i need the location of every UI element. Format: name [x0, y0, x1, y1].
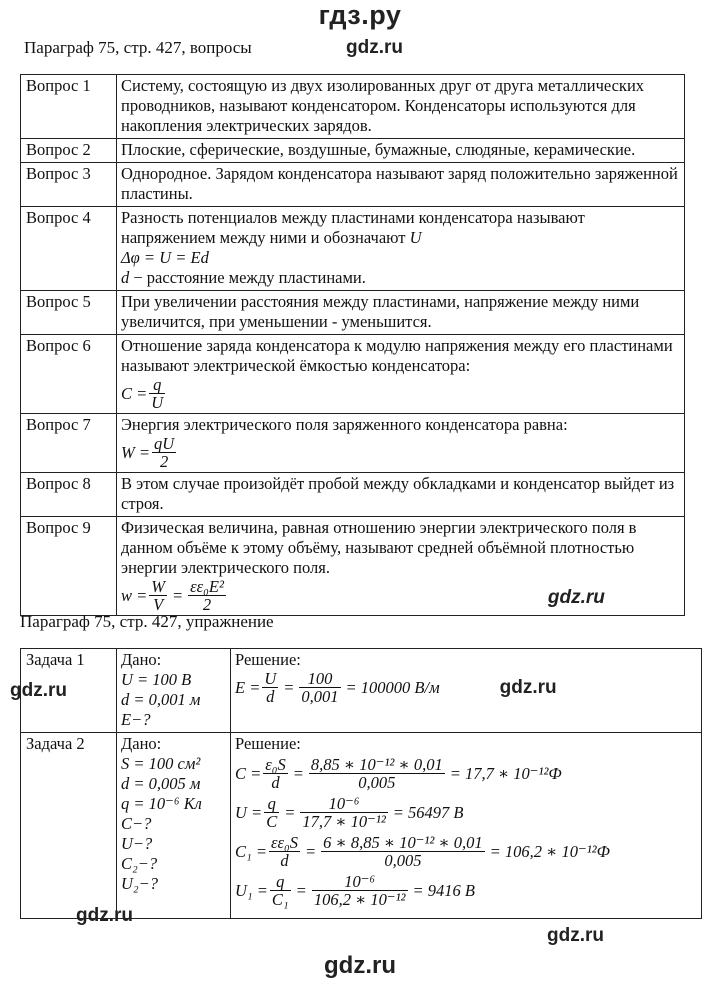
denominator: d: [266, 687, 275, 706]
row-label: Вопрос 8: [21, 473, 117, 517]
formula-capacitance: [121, 376, 680, 411]
row-text: В этом случае произойдёт пробой между обкладками и конденсатор выйдет из строя.: [117, 473, 685, 517]
table-row: [21, 414, 685, 473]
table-row: [21, 139, 685, 163]
row-text: Энергия электрического поля заряженного конденсатора равна:: [121, 415, 568, 434]
table-row: [21, 517, 685, 616]
denominator: C: [266, 812, 278, 831]
row-label: Вопрос 5: [21, 291, 117, 335]
formula-result: = 100000 В/м: [345, 677, 440, 697]
solution-line: E = $\frac{U}{d}$ = $\frac{100}{0,001}$ = 100000 В/м gdz.ru: [235, 669, 557, 706]
fraction: [152, 435, 176, 470]
formula: Δφ = U = Ed: [121, 248, 209, 267]
solution-line: C₁ = $\frac{\text{εε₀S}}{d}$ = $\frac{\text{6 ∗ 8,85 ∗ 10⁻¹² ∗ 0,01}}{0,005}$ = 106,2 ∗ 10⁻¹²Ф: [235, 833, 610, 870]
formula-lhs: C =: [235, 763, 262, 783]
solution-line: U₁ = $\frac{q}{\text{C₁}}$ = $\frac{\text{10⁻⁶}}{\text{106,2 ∗ 10⁻¹²}}$ = 9416 В: [235, 872, 475, 909]
numerator: εε₀E²: [190, 577, 224, 596]
formula-lhs: C₁ =: [235, 841, 268, 861]
section1-heading: Параграф 75, стр. 427, вопросы: [24, 38, 252, 57]
table-row: [21, 207, 685, 291]
given-cell: [117, 649, 231, 733]
numerator: ε₀S: [265, 755, 286, 774]
numerator: W: [151, 577, 166, 596]
row-text: Систему, состоящую из двух изолированных друг от друга металлических проводников, называют конденсатором. Конденсаторы используются для накопления электрических зарядов.: [117, 75, 685, 139]
fraction: [262, 670, 278, 705]
watermark-top: гдз.ру: [318, 0, 402, 30]
given-item: E−?: [121, 710, 151, 729]
formula-lhs: E =: [235, 677, 261, 697]
numerator: εε₀S: [271, 833, 299, 852]
watermark-inline-4: gdz.ru: [499, 676, 557, 698]
solution-title: Решение:: [235, 650, 301, 669]
table-row: [21, 75, 685, 139]
formula-result: = 9416 В: [412, 880, 475, 900]
denominator: U: [151, 393, 164, 412]
given-item: S = 100 см²: [121, 754, 201, 773]
given-item: U−?: [121, 834, 153, 853]
row-cell: [117, 335, 685, 414]
row-text: Отношение заряда конденсатора к модулю напряжения между его пластинами называют электрической ёмкостью конденсатора:: [121, 336, 673, 375]
given-title: Дано:: [121, 650, 162, 669]
section2-heading: Параграф 75, стр. 427, упражнение: [20, 612, 274, 631]
equals-sign: =: [172, 585, 184, 605]
given-item: C−?: [121, 814, 152, 833]
denominator: C₁: [271, 890, 289, 909]
solution-line: U = $\frac{q}{C}$ = $\frac{\text{10⁻⁶}}{\text{17,7 ∗ 10⁻¹²}}$ = 56497 В: [235, 794, 464, 831]
table-row: [21, 163, 685, 207]
numerator: 6 ∗ 8,85 ∗ 10⁻¹² ∗ 0,01: [323, 833, 483, 852]
numerator: q: [270, 873, 291, 891]
watermark-inline-5: gdz.ru: [76, 905, 133, 926]
denominator: 2: [202, 595, 212, 614]
row-label: Вопрос 7: [21, 414, 117, 473]
table-row: [21, 733, 702, 919]
row-label: Задача 2: [21, 733, 117, 919]
given-title: Дано:: [121, 734, 162, 753]
questions-table: [20, 74, 685, 616]
numerator: qU: [154, 434, 175, 453]
row-cell: [117, 414, 685, 473]
solution-line: C = $\frac{\text{ε₀S}}{d}$ = $\frac{\text{8,85 ∗ 10⁻¹² ∗ 0,01}}{0,005}$ = 17,7 ∗ 10⁻¹²Ф: [235, 755, 562, 792]
given-item: C₂−?: [121, 854, 158, 873]
solution-cell: [231, 649, 702, 733]
numerator: 10⁻⁶: [300, 795, 387, 813]
watermark-inline-6: gdz.ru: [547, 925, 604, 946]
watermark-inline-1: gdz.ru: [346, 37, 403, 58]
symbol-U: U: [409, 228, 422, 247]
row-text: При увеличении расстояния между пластинами, напряжение между ними увеличится, при уменьшении - уменьшится.: [117, 291, 685, 335]
row-text: Разность потенциалов между пластинами конденсатора называют напряжением между ними и обозначают: [121, 208, 585, 247]
row-label: Вопрос 2: [21, 139, 117, 163]
row-label: Вопрос 4: [21, 207, 117, 291]
d-note: − расстояние между пластинами.: [133, 268, 366, 287]
fraction: [149, 578, 167, 613]
denominator: V: [153, 595, 164, 614]
given-item: U₂−?: [121, 874, 159, 893]
formula-lhs: C =: [121, 383, 148, 403]
numerator: 10⁻⁶: [312, 873, 408, 891]
denominator: d: [271, 773, 280, 792]
fraction: [299, 670, 340, 705]
given-item: q = 10⁻⁶ Кл: [121, 794, 202, 813]
given-cell: [117, 733, 231, 919]
formula-lhs: w =: [121, 585, 148, 605]
formula-lhs: W =: [121, 442, 151, 462]
row-label: Задача 1: [21, 649, 117, 733]
solution-title: Решение:: [235, 734, 301, 753]
given-item: d = 0,001 м: [121, 690, 201, 709]
denominator: d: [280, 851, 289, 870]
row-label: Вопрос 6: [21, 335, 117, 414]
table-row: [21, 291, 685, 335]
denominator: 2: [159, 452, 169, 471]
fraction: [149, 376, 165, 411]
numerator: q: [264, 795, 279, 813]
formula-result: = 56497 В: [392, 802, 464, 822]
formula-result: = 17,7 ∗ 10⁻¹²Ф: [449, 763, 562, 783]
row-label: Вопрос 3: [21, 163, 117, 207]
denominator: 106,2 ∗ 10⁻¹²: [313, 890, 406, 909]
row-label: Вопрос 1: [21, 75, 117, 139]
formula-lhs: U₁ =: [235, 880, 268, 900]
denominator: 0,001: [301, 687, 339, 706]
table-row: [21, 335, 685, 414]
table-row: [21, 473, 685, 517]
var-d: d: [121, 268, 130, 287]
tasks-table: [20, 648, 702, 919]
numerator: 8,85 ∗ 10⁻¹² ∗ 0,01: [310, 755, 443, 774]
numerator: 100: [299, 670, 340, 688]
denominator: 0,005: [358, 773, 396, 792]
formula-energy: [121, 435, 680, 470]
row-text: Однородное. Зарядом конденсатора называют заряд положительно заряженной пластины.: [117, 163, 685, 207]
formula-lhs: U =: [235, 802, 263, 822]
formula-density: [121, 578, 680, 613]
denominator: 0,005: [384, 851, 422, 870]
watermark-bottom: gdz.ru: [324, 952, 396, 979]
row-cell: [117, 517, 685, 616]
row-label: Вопрос 9: [21, 517, 117, 616]
solution-cell: [231, 733, 702, 919]
given-item: U = 100 В: [121, 670, 192, 689]
numerator: q: [149, 376, 165, 394]
given-item: d = 0,005 м: [121, 774, 201, 793]
row-text: Физическая величина, равная отношению энергии электрического поля в данном объёме к этому объёму, называют средней объёмной плотностью энергии электрического поля.: [121, 518, 637, 577]
formula-result: = 106,2 ∗ 10⁻¹²Ф: [489, 841, 610, 861]
numerator: U: [264, 669, 277, 688]
denominator: 17,7 ∗ 10⁻¹²: [302, 812, 386, 831]
watermark-inline-2: gdz.ru: [547, 586, 605, 608]
watermark-inline-3: gdz.ru: [10, 680, 67, 701]
row-cell: [117, 207, 685, 291]
fraction: [188, 578, 226, 613]
row-text: Плоские, сферические, воздушные, бумажные, слюдяные, керамические.: [117, 139, 685, 163]
table-row: [21, 649, 702, 733]
